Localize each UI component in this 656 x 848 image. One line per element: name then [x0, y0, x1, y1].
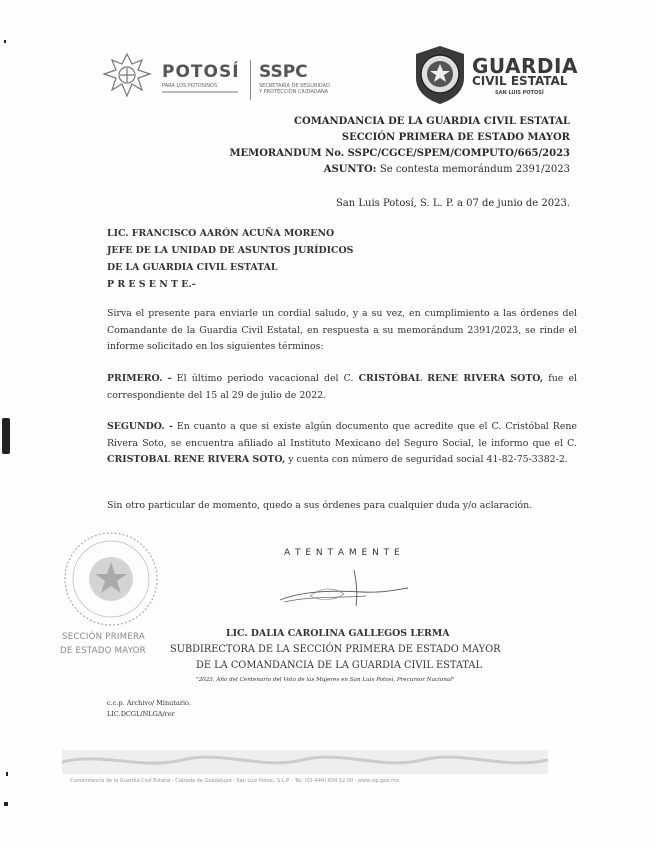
salutation: A T E N T A M E N T E: [284, 548, 401, 558]
primero-name: CRISTÓBAL RENE RIVERA SOTO,: [358, 373, 544, 384]
segundo-paragraph: [107, 419, 577, 469]
sspc-wordmark: SSPC: [259, 62, 308, 82]
memo-issuer-line2: SECCIÓN PRIMERA DE ESTADO MAYOR: [341, 132, 570, 143]
presente: P R E S E N T E.-: [107, 279, 196, 290]
primero-text-b: fue el correspondiente del 15 al 29 de julio de 2022.: [107, 373, 578, 401]
potosi-underline: [162, 91, 238, 93]
signer-role-2: DE LA COMANDANCIA DE LA GUARDIA CIVIL ESTATAL: [196, 660, 482, 671]
scan-artifact: [2, 418, 10, 454]
subject-label: ASUNTO:: [323, 164, 377, 175]
cc-line-1: c.c.p. Archivo/ Minutario.: [107, 699, 191, 707]
primero-label: PRIMERO. -: [107, 373, 172, 384]
guardia-wordmark: GUARDIA: [472, 54, 578, 78]
segundo-text-a: En cuanto a que si existe algún documento que acredite que el C. Cristóbal Rene Rivera Soto, se encuentra afiliado al Instituto Mexicano del Seguro Social, le informo que el C.: [107, 421, 577, 449]
primero-text-a: El último periodo vacacional del C.: [171, 373, 359, 384]
scan-artifact: [4, 802, 8, 806]
sspc-tagline-1: SECRETARÍA DE SEGURIDAD: [259, 83, 330, 89]
civil-estatal-wordmark: CIVIL ESTATAL: [472, 74, 568, 88]
year-motto: "2023, Año del Centenario del Voto de las Mujeres en San Luis Potosí, Precursor Nacional": [196, 677, 455, 683]
potosi-wordmark: POTOSÍ: [162, 62, 240, 82]
memo-issuer-line1: COMANDANCIA DE LA GUARDIA CIVIL ESTATAL: [294, 116, 570, 127]
intro-paragraph: Sirva el presente para enviarle un cordial saludo, y a su vez, en cumplimiento a las órdenes del Comandante de la Guardia Civil Estatal, en respuesta a su memorándum 2391/2023, se rinde el informe solicitado en los siguientes términos:: [107, 308, 577, 352]
memo-subject: [324, 164, 570, 175]
subject-value: Se contesta memorándum 2391/2023: [379, 164, 570, 175]
stamp-line-2: DE ESTADO MAYOR: [60, 646, 146, 656]
stamp-line-1: SECCIÓN PRIMERA: [62, 632, 146, 642]
place-date: San Luis Potosí, S. L. P. a 07 de junio de 2023.: [335, 198, 570, 209]
signer-role-1: SUBDIRECTORA DE LA SECCIÓN PRIMERA DE ESTADO MAYOR: [170, 644, 501, 655]
closing-paragraph: Sin otro particular de momento, quedo a sus órdenes para cualquier duda y/o aclaración.: [107, 500, 533, 511]
logo-divider: [250, 60, 251, 100]
potosi-logo-icon: [96, 50, 158, 100]
footer-decorative-band: [62, 748, 548, 778]
primero-paragraph: [107, 371, 577, 404]
addressee-role-2: DE LA GUARDIA CIVIL ESTATAL: [107, 262, 278, 273]
addressee-name: LIC. FRANCISCO AARÓN ACUÑA MORENO: [107, 228, 335, 239]
addressee-role-1: JEFE DE LA UNIDAD DE ASUNTOS JURÍDICOS: [107, 245, 354, 256]
segundo-text-b: y cuenta con número de seguridad social 41-82-75-3382-2.: [285, 454, 568, 465]
gce-location: SAN LUIS POTOSÍ: [495, 90, 544, 96]
scan-artifact: [6, 772, 8, 776]
segundo-name: CRISTOBAL RENE RIVERA SOTO,: [107, 454, 286, 465]
scan-artifact: [4, 40, 6, 43]
sspc-tagline: [259, 83, 369, 95]
guardia-civil-seal-icon: [412, 44, 468, 106]
footer-address: Comandancia de la Guardia Civil Estatal · Calzada de Guadalupe · San Luis Potosí, S.L.P. · Tel. (01-444) 834 52 00 · www.slp.gob.mx: [70, 778, 399, 784]
sspc-tagline-2: Y PROTECCIÓN CIUDADANA: [259, 89, 329, 95]
handwritten-signature-icon: [270, 566, 420, 612]
memo-number: MEMORANDUM No. SSPC/CGCE/SPEM/COMPUTO/665/2023: [229, 148, 570, 159]
signer-name: LIC. DALIA CAROLINA GALLEGOS LERMA: [226, 628, 450, 639]
official-seal-stamp-icon: [62, 530, 160, 628]
segundo-label: SEGUNDO. -: [107, 421, 173, 432]
cc-line-2: LIC.DCGL/NLGA/rer: [107, 710, 175, 718]
potosi-tagline: PARA LOS POTOSINOS: [162, 83, 218, 89]
